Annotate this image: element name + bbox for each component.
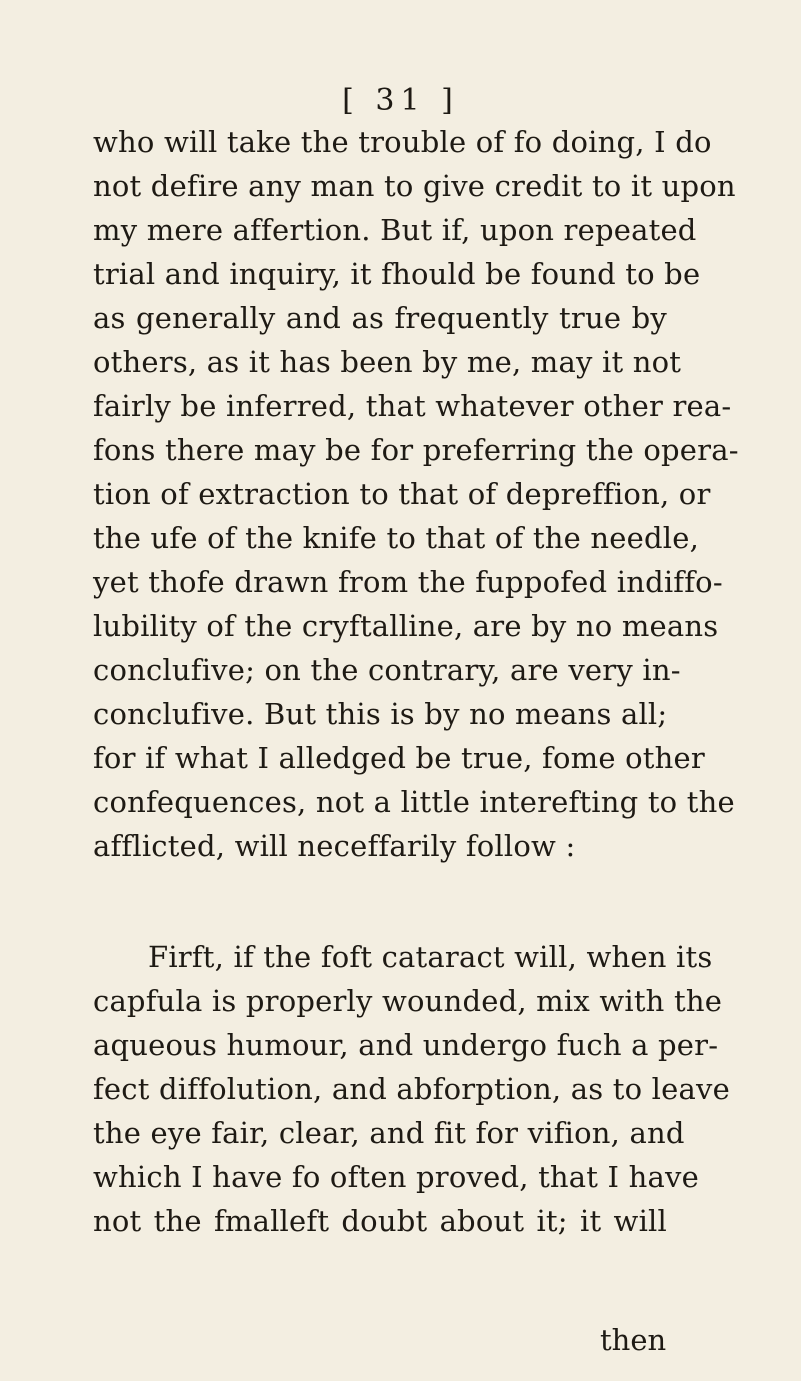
text-line: for if what I alledged be true, fome other [93,741,705,775]
text-line: conclufive; on the contrary, are very in- [93,653,681,687]
text-line: the eye fair, clear, and fit for vifion, and [93,1116,685,1150]
text-line: tion of extraction to that of depreffion, or [93,477,711,511]
text-line: conclufive. But this is by no means all; [93,697,668,731]
page-number: [ 31 ] [342,83,459,118]
text-line: not defire any man to give credit to it upon [93,169,736,203]
text-line: capfula is properly wounded, mix with the [93,984,723,1018]
text-line: lubility of the cryftalline, are by no means [93,609,719,643]
text-line: yet thofe drawn from the fuppofed indiffo- [93,565,723,599]
text-line: afflicted, will neceffarily follow : [93,829,576,863]
text-line: not the fmalleft doubt about it; it will [93,1204,667,1238]
text-line: aqueous humour, and undergo fuch a per- [93,1028,719,1062]
text-line: my mere affertion. But if, upon repeated [93,213,697,247]
text-line: as generally and as frequently true by [93,301,667,335]
catchword: then [600,1323,667,1357]
text-line: the ufe of the knife to that of the needle, [93,521,700,555]
text-line: confequences, not a little interefting to the [93,785,735,819]
text-line: trial and inquiry, it fhould be found to be [93,257,701,291]
text-line: fect diffolution, and abforption, as to leave [93,1072,730,1106]
text-line: who will take the trouble of fo doing, I do [93,125,712,159]
text-line: others, as it has been by me, may it not [93,345,682,379]
text-line: which I have fo often proved, that I have [93,1160,699,1194]
text-line: fairly be inferred, that whatever other rea- [93,389,732,423]
text-line: Firft, if the foft cataract will, when its [148,940,713,974]
text-line: fons there may be for preferring the opera- [93,433,739,467]
